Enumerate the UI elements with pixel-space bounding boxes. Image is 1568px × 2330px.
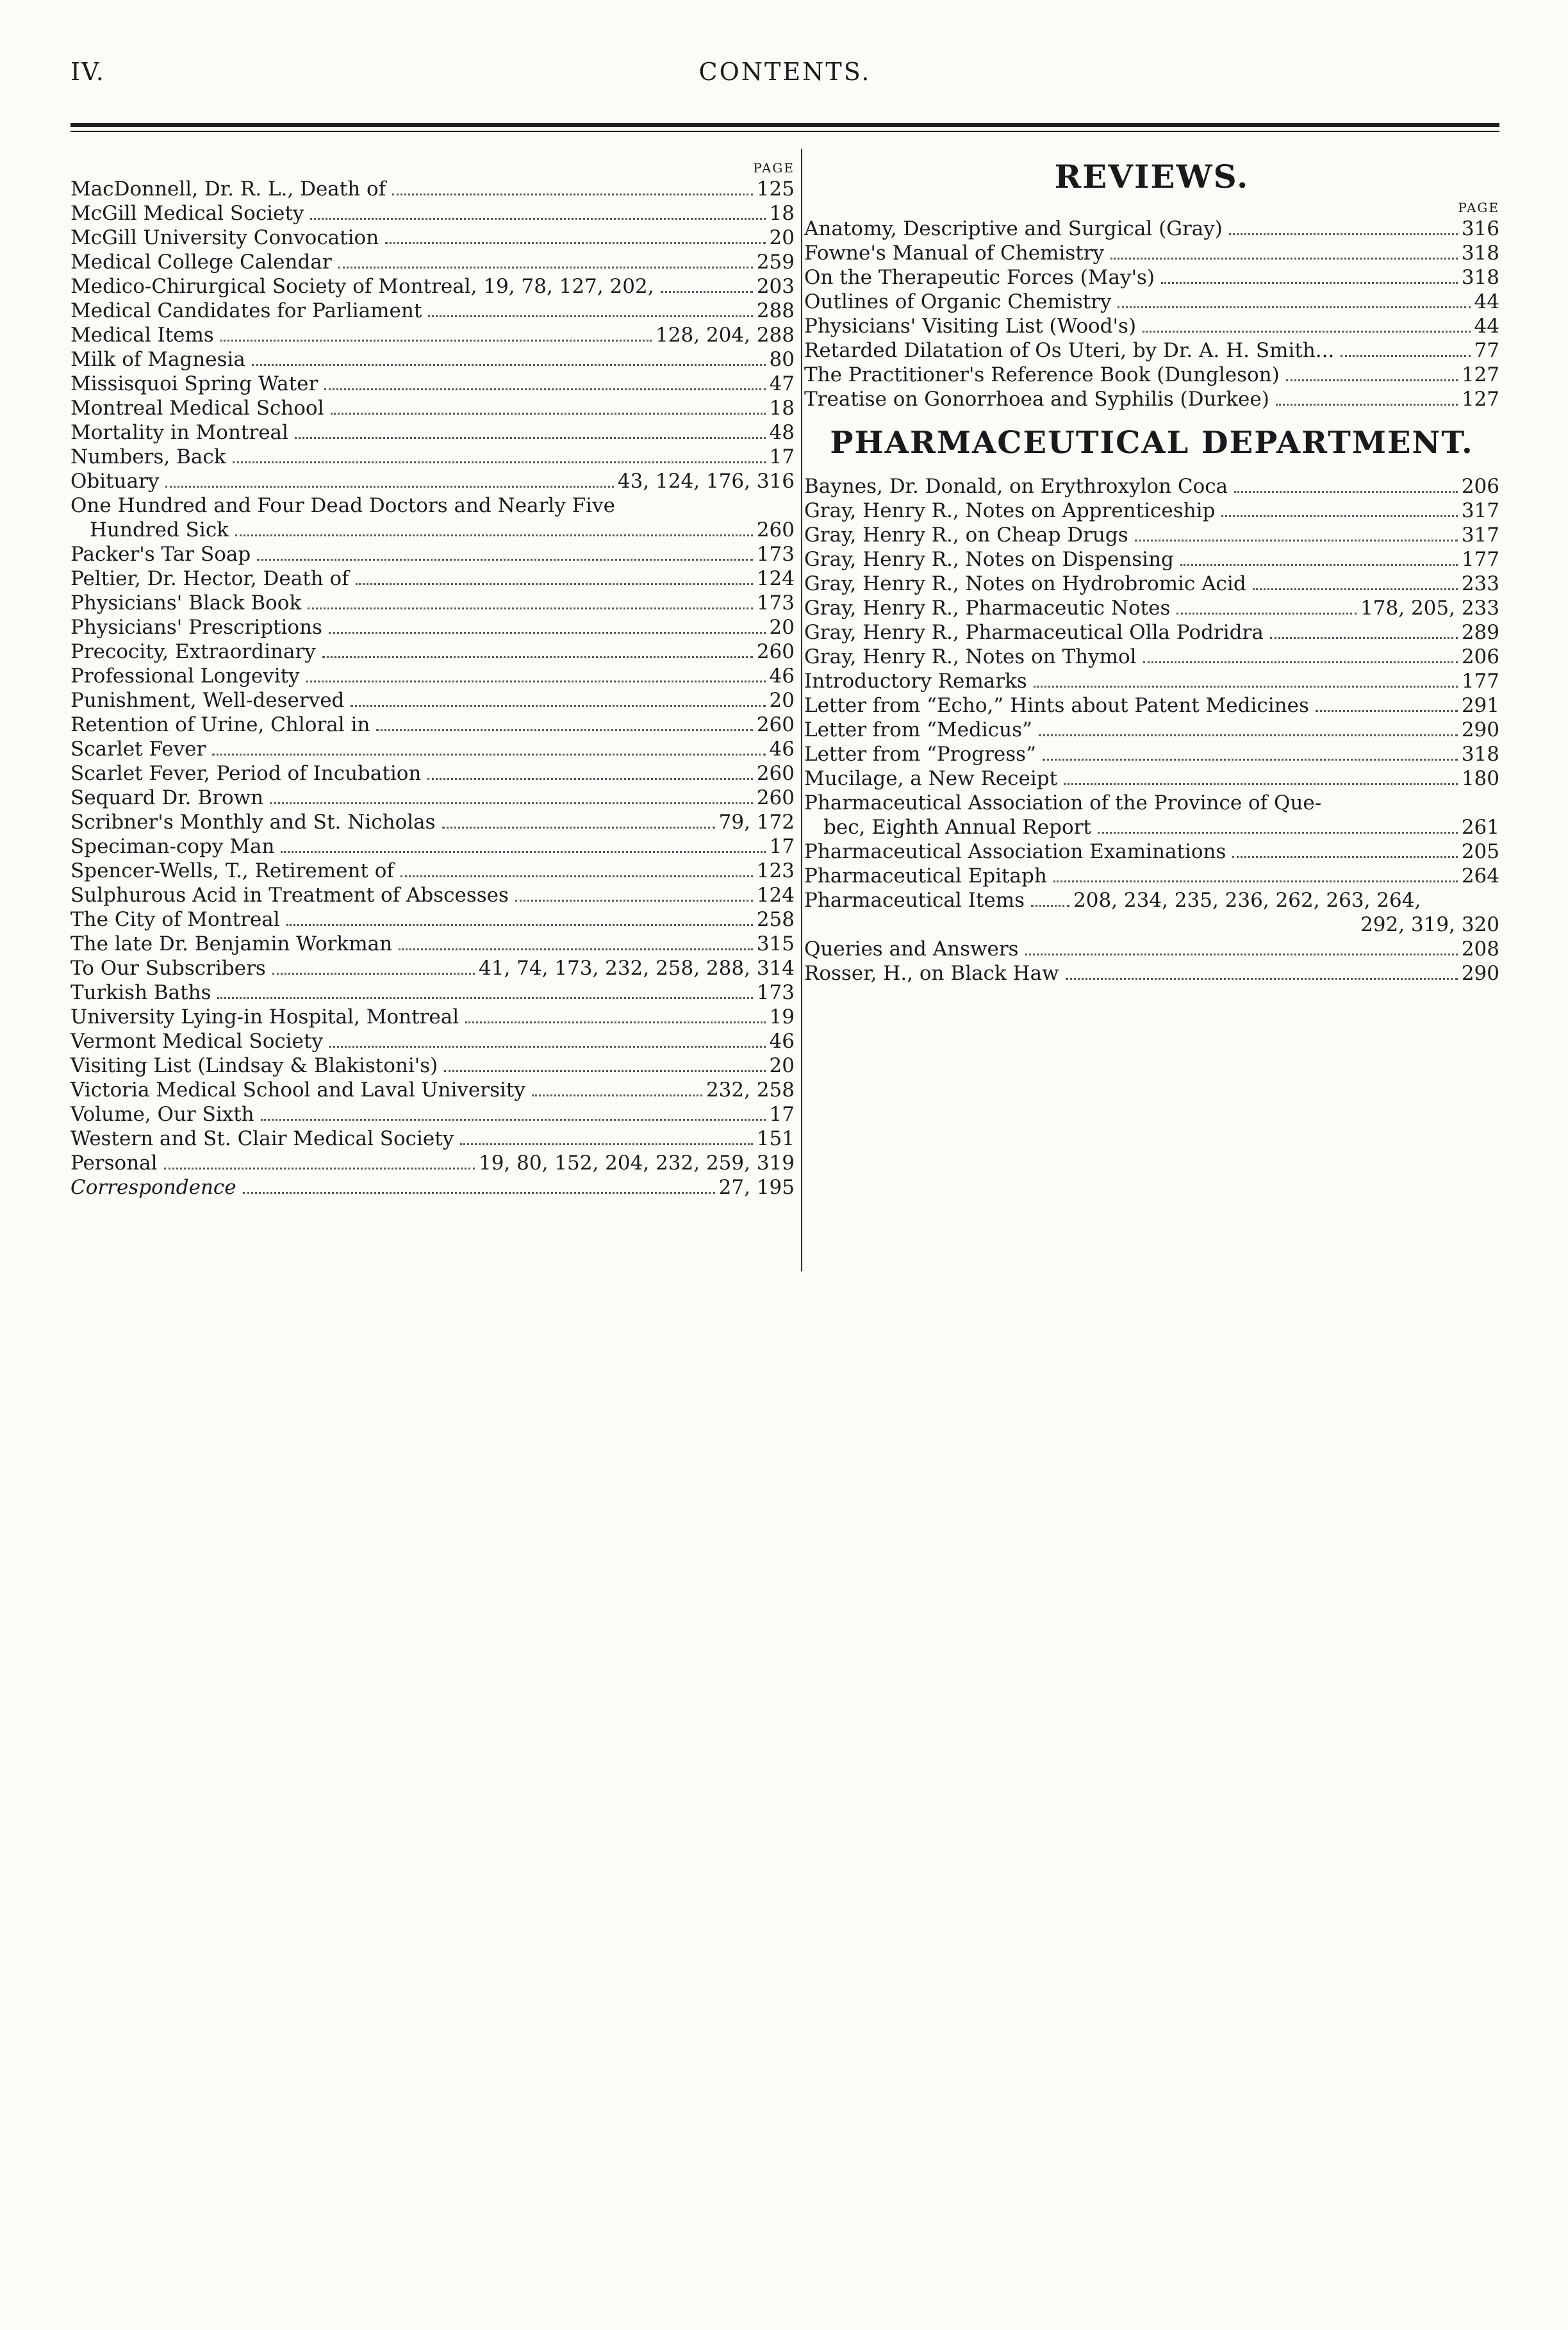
index-entry-title: Medico-Chirurgical Society of Montreal, 19, 78, 127, 202, [70,275,654,298]
pharm-entry [804,669,1499,693]
pharm-entry [804,596,1499,620]
review-entry-title: Outlines of Organic Chemistry [804,290,1112,313]
leader-dots [1066,978,1458,980]
leader-dots [308,607,753,609]
index-entry-pages: 123 [756,859,795,882]
leader-dots [442,827,715,829]
pharm-entry [804,572,1499,596]
index-entry-title: McGill Medical Society [70,202,304,225]
index-entry-pages: 125 [756,178,795,201]
index-entry-wrapped [70,493,795,542]
leader-dots [310,218,765,220]
index-entry-line2 [70,518,795,542]
index-entry [70,469,795,493]
index-entry-pages: 128, 204, 288 [656,324,795,347]
index-entry-title: The late Dr. Benjamin Workman [70,932,393,955]
index-entry [70,1029,795,1053]
leader-dots [1180,564,1458,566]
leader-dots [1234,491,1458,493]
pharm-entry-title: bec, Eighth Annual Report [823,816,1091,839]
review-entry [804,387,1499,411]
leader-dots [376,729,752,731]
index-entry [70,323,795,347]
index-entry-pages: 18 [769,397,795,420]
index-entry-pages: 315 [756,932,795,955]
review-entry-title: Anatomy, Descriptive and Surgical (Gray) [804,217,1223,240]
leader-dots [1341,355,1470,357]
leader-dots [1098,832,1458,834]
leader-dots [460,1143,753,1145]
index-entry [70,274,795,299]
pharm-entry [804,620,1499,645]
index-entry-title: Medical Candidates for Parliament [70,299,422,322]
index-entry-pages: 260 [756,640,795,663]
index-entry [70,834,795,859]
index-entry-pages: 124 [756,884,795,907]
leader-dots [235,534,753,536]
pharmaceutical-heading: PHARMACEUTICAL DEPARTMENT. [830,425,1474,461]
pharm-entry-title: Letter from “Medicus” [804,718,1032,741]
pharm-entry [804,693,1499,718]
index-list-part-2 [70,542,795,1175]
leader-dots [286,924,753,926]
leader-dots [164,1168,475,1169]
index-entry-pages: 43, 124, 176, 316 [617,470,795,493]
leader-dots [1276,404,1458,406]
leader-dots [400,875,753,877]
pharm-entry [804,523,1499,547]
pharm-entry [804,961,1499,986]
index-entry-pages: 19 [769,1005,795,1029]
pharm-entry-pages: 233 [1461,572,1499,595]
pharm-entry-title: Letter from “Echo,” Hints about Patent Medicines [804,694,1309,717]
page-column-label: PAGE [1458,200,1499,215]
pharm-entry-title: Gray, Henry R., Pharmaceutic Notes [804,597,1171,620]
pharm-entry-title-line1: Pharmaceutical Association of the Province of Que- [804,791,1322,814]
left-index-column [70,160,795,1200]
index-entry-title: Vermont Medical Society [70,1030,323,1053]
leader-dots [1118,306,1470,308]
index-entry-title: Turkish Baths [70,981,211,1004]
review-entry-title: Treatise on Gonorrhoea and Syphilis (Durkee) [804,388,1269,411]
pharm-entry-title: Gray, Henry R., Notes on Dispensing [804,548,1174,571]
pharm-entry-pages: 317 [1461,499,1499,522]
index-entry-title: Western and St. Clair Medical Society [70,1127,454,1150]
pharm-entry-pages: 178, 205, 233 [1360,597,1499,620]
index-entry [70,640,795,664]
pharm-entry-pages: 290 [1461,962,1499,985]
index-entry-pages: 46 [769,738,795,761]
review-entry [804,265,1499,290]
pharm-entry-title: Gray, Henry R., Notes on Thymol [804,645,1137,668]
pharm-entry-pages: 317 [1461,524,1499,547]
review-entry-pages: 44 [1474,315,1499,338]
review-entry-title: The Practitioner's Reference Book (Dungleson) [804,363,1280,386]
pharm-entry-wrapped [804,791,1499,839]
review-entry-pages: 316 [1461,217,1499,240]
index-entry-pages: 124 [756,567,795,590]
index-entry-title: Victoria Medical School and Laval University [70,1078,525,1102]
pharm-list-part-3 [804,937,1499,986]
index-entry [70,859,795,883]
leader-dots [257,559,753,561]
review-entry [804,363,1499,387]
index-entry-pages: 27, 195 [718,1176,795,1199]
pharm-entry [804,864,1499,888]
index-entry [70,396,795,420]
leader-dots [1025,954,1458,955]
review-entry-title: On the Therapeutic Forces (May's) [804,266,1155,289]
leader-dots [295,437,766,439]
leader-dots [399,948,753,950]
pharm-entry-pages: 177 [1461,548,1499,571]
index-entry-title: Correspondence [70,1176,236,1199]
index-entry-pages: 17 [769,445,795,468]
index-entry-pages: 19, 80, 152, 204, 232, 259, 319 [479,1152,795,1175]
index-entry-pages: 173 [756,543,795,566]
leader-dots [428,315,753,317]
pharm-entry-title: Rosser, H., on Black Haw [804,962,1059,985]
index-entry-pages: 173 [756,981,795,1004]
index-entry-pages: 260 [756,518,795,541]
index-entry-title: Peltier, Dr. Hector, Death of [70,567,349,590]
pharm-entry-pages: 180 [1461,767,1499,790]
leader-dots [1229,233,1458,235]
index-entry [70,420,795,445]
index-entry [70,1078,795,1102]
index-entry-pages: 288 [756,299,795,322]
index-entry [70,591,795,615]
review-entry-pages: 77 [1474,339,1499,362]
pharm-entry-title: Gray, Henry R., on Cheap Drugs [804,524,1128,547]
index-entry [70,688,795,713]
pharm-entry-title: Introductory Remarks [804,670,1027,693]
pharm-entry-pages: 206 [1461,475,1499,498]
leader-dots [306,681,766,682]
pharm-items-line1 [804,888,1499,913]
index-entry-pages: 151 [756,1127,795,1150]
leader-dots [329,1046,766,1048]
index-entry [70,1127,795,1151]
leader-dots [515,900,753,902]
index-entry-pages: 173 [756,591,795,615]
index-entry-pages: 79, 172 [718,811,795,834]
review-entry [804,241,1499,265]
index-entry-title: Volume, Our Sixth [70,1103,254,1126]
pharm-entry-title: Letter from “Progress” [804,743,1036,766]
page-number: IV. [70,58,105,86]
index-entry [70,932,795,956]
index-entry [70,1053,795,1078]
index-entry-correspondence [70,1175,795,1200]
leader-dots [243,1192,715,1194]
leader-dots [1161,282,1458,284]
pharm-entry [804,645,1499,669]
index-entry [70,299,795,323]
index-entry [70,907,795,932]
index-entry-pages: 20 [769,226,795,249]
pharm-entry-pages: 318 [1461,743,1499,766]
pharm-entry-pages: 205 [1461,840,1499,863]
leader-dots [1135,540,1458,541]
pharm-entry-pages: 261 [1461,816,1499,839]
review-entry-title: Physicians' Visiting List (Wood's) [804,315,1137,338]
pharm-list-part-1 [804,474,1499,791]
index-entry [70,810,795,834]
leader-dots [217,997,752,999]
review-entry-pages: 318 [1461,242,1499,265]
leader-dots [1053,880,1458,882]
leader-dots [385,242,765,244]
pharm-entry-pages: 206 [1461,645,1499,668]
index-entry [70,372,795,396]
index-entry-pages: 20 [769,616,795,639]
pharm-entry-title: Pharmaceutical Epitaph [804,864,1047,888]
leader-dots [1039,734,1458,736]
index-entry [70,713,795,737]
leader-dots [356,583,753,585]
pharm-entry-title: Gray, Henry R., Notes on Hydrobromic Acid [804,572,1246,595]
pharm-entry-title: Mucilage, a New Receipt [804,767,1058,790]
index-entry-title: The City of Montreal [70,908,280,931]
index-entry-title: Punishment, Well-deserved [70,689,345,712]
leader-dots [1031,905,1069,907]
index-entry-pages: 46 [769,665,795,688]
index-entry [70,1005,795,1029]
page-header [70,58,1499,96]
index-entry [70,201,795,226]
pharm-items-entry [804,888,1499,937]
leader-dots [661,291,753,293]
index-entry-title: Mortality in Montreal [70,421,288,444]
index-entry [70,883,795,907]
index-entry-title: McGill University Convocation [70,226,379,249]
reviews-list [804,217,1499,411]
leader-dots [1064,783,1458,785]
leader-dots [1043,759,1458,761]
pharm-entry-pages: 177 [1461,670,1499,693]
leader-dots [1143,331,1470,333]
index-entry [70,615,795,640]
pharm-entry [804,937,1499,961]
index-entry-title: Packer's Tar Soap [70,543,251,566]
index-entry-pages: 20 [769,689,795,712]
leader-dots [427,778,752,780]
index-entry-title: To Our Subscribers [70,957,266,980]
index-entry-title: MacDonnell, Dr. R. L., Death of [70,178,386,201]
pharm-entry [804,547,1499,572]
index-entry [70,226,795,250]
leader-dots [220,340,652,342]
leader-dots [1110,258,1458,260]
index-entry-title: Missisquoi Spring Water [70,372,318,395]
leader-dots [331,413,766,415]
index-entry-title: Sulphurous Acid in Treatment of Abscesses [70,884,509,907]
index-entry-title: Medical Items [70,324,214,347]
review-entry-pages: 127 [1461,388,1499,411]
leader-dots [329,632,766,634]
index-entry-pages: 41, 74, 173, 232, 258, 288, 314 [479,957,795,980]
pharm-entry-title: Pharmaceutical Items [804,889,1025,912]
index-entry [70,664,795,688]
header-rule-thick [70,123,1499,127]
leader-dots [444,1070,765,1072]
index-entry [70,1102,795,1127]
review-entry-title: Fowne's Manual of Chemistry [804,242,1105,265]
index-entry-title: Sequard Dr. Brown [70,786,264,809]
pharm-entry-pages: 289 [1461,621,1499,644]
index-entry-title: Montreal Medical School [70,397,324,420]
review-entry-pages: 318 [1461,266,1499,289]
review-entry [804,314,1499,338]
pharm-entry-line2 [804,815,1499,839]
leader-dots [1316,710,1458,712]
review-entry [804,338,1499,363]
pharm-entry-title: Gray, Henry R., Notes on Apprenticeship [804,499,1216,522]
leader-dots [351,705,765,707]
review-entry-pages: 44 [1474,290,1499,313]
leader-dots [1253,588,1458,590]
index-entry-title: Physicians' Black Book [70,591,302,615]
index-entry-title: Medical College Calendar [70,251,332,274]
leader-dots [165,486,613,488]
index-entry [70,737,795,761]
leader-dots [1221,515,1457,517]
index-entry [70,250,795,274]
leader-dots [465,1021,765,1023]
index-entry-title: Speciman-copy Man [70,835,275,858]
pharm-list-part-2 [804,839,1499,888]
index-entry-pages: 203 [756,275,795,298]
leader-dots [1286,379,1458,381]
index-entry-title: Milk of Magnesia [70,348,245,371]
index-entry-title: Precocity, Extraordinary [70,640,316,663]
index-entry-title: Visiting List (Lindsay & Blakistoni's) [70,1054,438,1077]
pharm-entry-title: Queries and Answers [804,938,1019,961]
index-entry [70,566,795,591]
leader-dots [1176,613,1357,615]
index-entry-pages: 260 [756,713,795,736]
index-entry-title: Scribner's Monthly and St. Nicholas [70,811,436,834]
index-entry [70,980,795,1005]
pharm-entry-title: Gray, Henry R., Pharmaceutical Olla Podridra [804,621,1264,644]
header-rule-thin [70,131,1499,132]
index-entry-title: Hundred Sick [90,518,229,541]
index-entry-title: Retention of Urine, Chloral in [70,713,370,736]
leader-dots [392,194,753,195]
leader-dots [322,656,753,658]
leader-dots [1034,686,1458,688]
pharm-entry-pages: 208, 234, 235, 236, 262, 263, 264, [1073,889,1421,912]
index-entry-title-line1: One Hundred and Four Dead Doctors and Nearly Five [70,494,615,517]
right-index-column [804,160,1499,986]
index-entry-pages: 46 [769,1030,795,1053]
leader-dots [1270,637,1458,639]
index-entry [70,177,795,201]
index-entry [70,956,795,980]
index-entry-pages: 48 [769,421,795,444]
pharm-entry [804,742,1499,766]
pharm-entry-title: Baynes, Dr. Donald, on Erythroxylon Coca [804,475,1228,498]
pharm-entry-pages: 291 [1461,694,1499,717]
leader-dots [1143,661,1458,663]
index-entry-title: Obituary [70,470,160,493]
index-entry-title: Physicians' Prescriptions [70,616,322,639]
index-entry-pages: 232, 258 [706,1078,795,1102]
pharm-entry-pages: 264 [1461,864,1499,888]
leader-dots [281,851,765,853]
review-entry [804,290,1499,314]
leader-dots [324,388,765,390]
index-list-part-1 [70,177,795,493]
index-entry-title: Scarlet Fever [70,738,206,761]
index-entry [70,786,795,810]
index-entry [70,761,795,786]
index-entry-pages: 20 [769,1054,795,1077]
reviews-heading: REVIEWS. [1054,158,1250,195]
index-entry-title: Professional Longevity [70,665,300,688]
index-entry-pages: 259 [756,251,795,274]
index-entry-title: Personal [70,1152,158,1175]
leader-dots [1232,856,1457,858]
leader-dots [532,1095,702,1096]
index-entry-pages: 17 [769,835,795,858]
index-entry-title: Numbers, Back [70,445,226,468]
page-column-label: PAGE [753,160,795,176]
pharm-items-line2: 292, 319, 320 [1360,913,1499,936]
pharm-entry-title: Pharmaceutical Association Examinations [804,840,1226,863]
pharm-entry [804,718,1499,742]
index-entry-pages: 260 [756,762,795,785]
pharm-entry [804,499,1499,523]
review-entry-pages: 127 [1461,363,1499,386]
leader-dots [233,461,766,463]
index-entry-pages: 260 [756,786,795,809]
pharm-entry [804,474,1499,499]
index-entry [70,542,795,566]
index-entry [70,347,795,372]
index-entry-pages: 47 [769,372,795,395]
index-entry [70,1151,795,1175]
running-title: CONTENTS. [698,58,871,86]
leader-dots [272,973,475,975]
pharm-entry [804,766,1499,791]
leader-dots [338,267,753,269]
index-entry [70,445,795,469]
pharm-entry-pages: 208 [1461,938,1499,961]
index-entry-pages: 258 [756,908,795,931]
index-entry-title: Scarlet Fever, Period of Incubation [70,762,422,785]
pharm-entry [804,839,1499,864]
leader-dots [270,802,753,804]
leader-dots [252,364,766,366]
index-entry-pages: 18 [769,202,795,225]
index-entry-title: Spencer-Wells, T., Retirement of [70,859,394,882]
leader-dots [261,1119,766,1121]
pharm-entry-pages: 290 [1461,718,1499,741]
leader-dots [212,754,765,756]
index-entry-pages: 80 [769,348,795,371]
index-entry-title: University Lying-in Hospital, Montreal [70,1005,459,1029]
index-entry-pages: 17 [769,1103,795,1126]
column-divider [801,149,802,1271]
review-entry [804,217,1499,241]
review-entry-title: Retarded Dilatation of Os Uteri, by Dr. A. H. Smith... [804,339,1335,362]
